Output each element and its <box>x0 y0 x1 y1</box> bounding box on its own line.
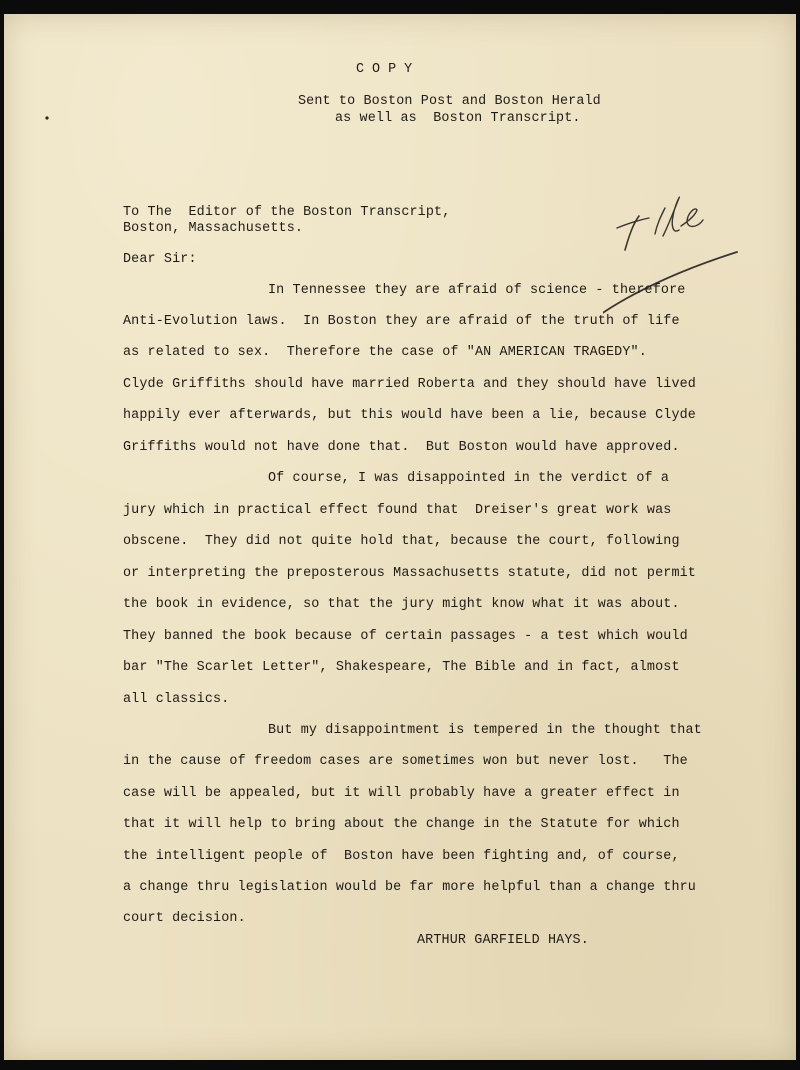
paragraph-line: happily ever afterwards, but this would have been a lie, because Clyde <box>123 408 696 423</box>
signature-line: ARTHUR GARFIELD HAYS. <box>417 933 589 948</box>
distribution-note-line-1: Sent to Boston Post and Boston Herald <box>298 94 601 109</box>
recipient-address-line-1: To The Editor of the Boston Transcript, <box>123 205 451 220</box>
paragraph-line: a change thru legislation would be far more helpful than a change thru <box>123 880 696 895</box>
paragraph-line: In Tennessee they are afraid of science - therefore <box>268 283 686 298</box>
paragraph-line: Clyde Griffiths should have married Roberta and they should have lived <box>123 377 696 392</box>
paragraph-line: But my disappointment is tempered in the thought that <box>268 723 702 738</box>
paragraph-line: as related to sex. Therefore the case of "AN AMERICAN TRAGEDY". <box>123 345 647 360</box>
paragraph-line: the intelligent people of Boston have been fighting and, of course, <box>123 849 680 864</box>
paragraph-line: or interpreting the preposterous Massachusetts statute, did not permit <box>123 566 696 581</box>
paragraph-line: Of course, I was disappointed in the verdict of a <box>268 471 670 486</box>
recipient-address-line-2: Boston, Massachusetts. <box>123 221 304 236</box>
paragraph-line: bar "The Scarlet Letter", Shakespeare, The Bible and in fact, almost <box>123 660 680 675</box>
paragraph-line: They banned the book because of certain passages - a test which would <box>123 629 688 644</box>
handwritten-file-annotation <box>603 186 753 326</box>
paragraph-line: Anti-Evolution laws. In Boston they are afraid of the truth of life <box>123 314 680 329</box>
paragraph-line: the book in evidence, so that the jury might know what it was about. <box>123 597 680 612</box>
paragraph-line: case will be appealed, but it will probably have a greater effect in <box>123 786 680 801</box>
paragraph-line: Griffiths would not have done that. But Boston would have approved. <box>123 440 680 455</box>
paragraph-line: jury which in practical effect found that Dreiser's great work was <box>123 503 672 518</box>
distribution-note-line-2: as well as Boston Transcript. <box>335 111 581 126</box>
paragraph-line: court decision. <box>123 911 246 926</box>
paragraph-line: in the cause of freedom cases are sometimes won but never lost. The <box>123 754 688 769</box>
copy-heading: COPY <box>356 62 421 77</box>
paragraph-line: obscene. They did not quite hold that, because the court, following <box>123 534 680 549</box>
margin-mark <box>44 108 50 114</box>
salutation: Dear Sir: <box>123 252 197 267</box>
paragraph-line: all classics. <box>123 692 230 707</box>
paragraph-line: that it will help to bring about the change in the Statute for which <box>123 817 680 832</box>
